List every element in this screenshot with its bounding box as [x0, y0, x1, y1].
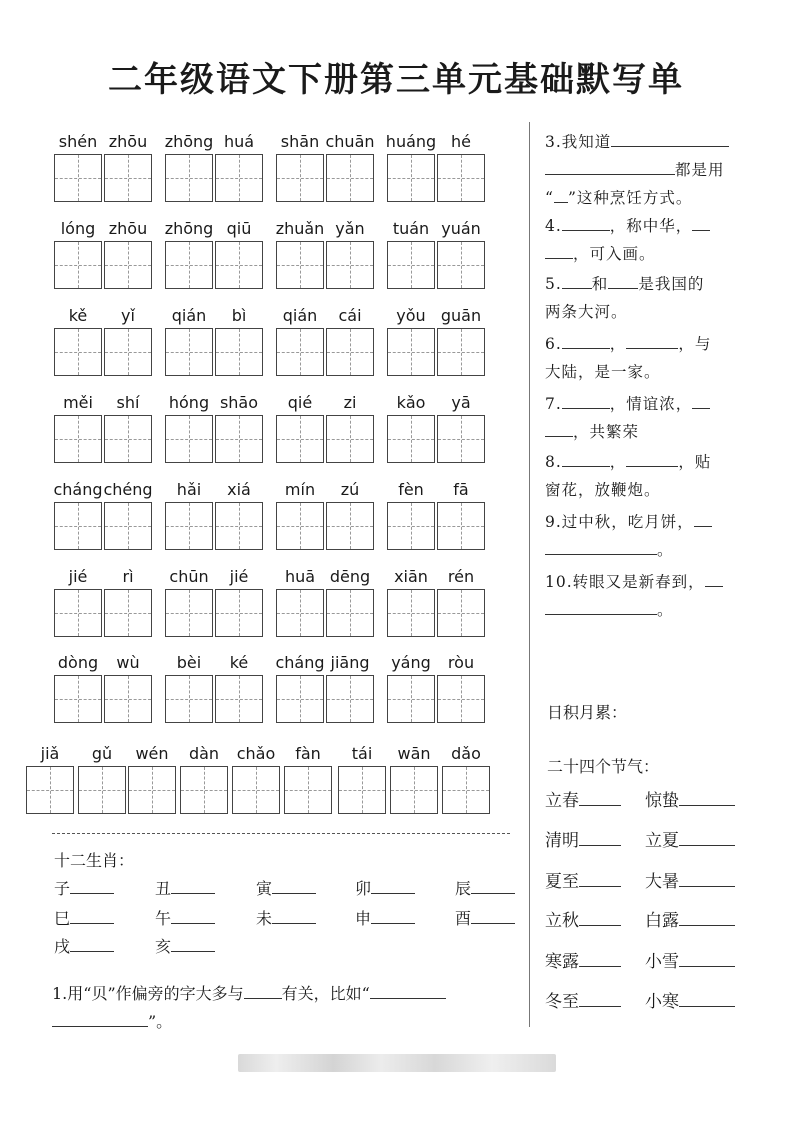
pinyin-label: jié — [68, 567, 88, 586]
pinyin-label: huā — [284, 567, 316, 586]
pinyin-label: guān — [440, 306, 482, 325]
answer-blank[interactable] — [562, 450, 610, 467]
pinyin-label: wén — [135, 744, 169, 763]
writing-box[interactable] — [165, 154, 213, 202]
writing-box[interactable] — [104, 328, 152, 376]
pinyin-label: chéng — [103, 480, 153, 499]
writing-box[interactable] — [326, 589, 374, 637]
answer-blank[interactable] — [370, 982, 446, 999]
answer-blank[interactable] — [371, 909, 415, 924]
answer-blank[interactable] — [171, 909, 215, 924]
pinyin-label: zhuǎn — [275, 219, 325, 238]
pinyin-label: tuán — [392, 219, 430, 238]
pinyin-label: shén — [58, 132, 98, 151]
solar-term-item — [545, 987, 621, 1012]
zodiac-animal: 申 — [355, 909, 372, 928]
solar-term: 大暑 — [645, 872, 679, 892]
answer-blank[interactable] — [471, 909, 515, 924]
answer-blank[interactable] — [244, 982, 282, 999]
answer-blank[interactable] — [626, 332, 678, 349]
writing-box[interactable] — [326, 415, 374, 463]
zodiac-animal: 巳 — [54, 909, 71, 928]
writing-box[interactable] — [215, 589, 263, 637]
solar-term: 寒露 — [545, 952, 579, 972]
writing-box[interactable] — [180, 766, 228, 814]
zodiac-title: 十二生肖： — [54, 851, 135, 870]
pinyin-label: zhōng — [164, 132, 214, 151]
answer-blank[interactable] — [70, 879, 114, 894]
writing-box[interactable] — [338, 766, 386, 814]
zodiac-item — [155, 876, 215, 899]
solar-term: 惊蛰 — [645, 791, 679, 811]
writing-box[interactable] — [437, 328, 485, 376]
pinyin-label: hǎi — [176, 480, 202, 499]
writing-box[interactable] — [104, 502, 152, 550]
pinyin-label: yuán — [441, 219, 481, 238]
writing-box[interactable] — [437, 154, 485, 202]
pinyin-label: qié — [287, 393, 313, 412]
answer-blank[interactable] — [545, 420, 573, 437]
writing-box[interactable] — [326, 328, 374, 376]
pinyin-label: zú — [340, 480, 360, 499]
writing-box[interactable] — [54, 328, 102, 376]
question-5: 5. 和 是我国的 两条大河。 — [545, 270, 745, 326]
pinyin-label: hé — [451, 132, 471, 151]
answer-blank[interactable] — [626, 450, 678, 467]
writing-box[interactable] — [326, 502, 374, 550]
answer-blank[interactable] — [171, 879, 215, 894]
writing-box[interactable] — [54, 241, 102, 289]
writing-box[interactable] — [276, 589, 324, 637]
pinyin-label: dēng — [329, 567, 371, 586]
writing-box[interactable] — [104, 241, 152, 289]
answer-blank[interactable] — [705, 570, 723, 587]
zodiac-animal: 辰 — [455, 879, 472, 898]
answer-blank[interactable] — [579, 871, 621, 887]
solar-term-item — [545, 867, 621, 892]
pinyin-label: qiū — [226, 219, 252, 238]
pinyin-label: kě — [68, 306, 88, 325]
writing-box[interactable] — [326, 241, 374, 289]
answer-blank[interactable] — [579, 991, 621, 1007]
zodiac-item — [355, 876, 415, 899]
answer-blank[interactable] — [545, 242, 573, 259]
answer-blank[interactable] — [679, 790, 735, 806]
solar-term: 冬至 — [545, 992, 579, 1012]
writing-box[interactable] — [165, 241, 213, 289]
answer-blank[interactable] — [579, 951, 621, 967]
answer-blank[interactable] — [579, 910, 621, 926]
writing-box[interactable] — [54, 675, 102, 723]
writing-box[interactable] — [54, 415, 102, 463]
solar-term-item — [645, 947, 735, 972]
solar-term: 小雪 — [645, 952, 679, 972]
writing-box[interactable] — [54, 589, 102, 637]
writing-box[interactable] — [104, 154, 152, 202]
solar-term: 立秋 — [545, 911, 579, 931]
writing-box[interactable] — [387, 241, 435, 289]
writing-box[interactable] — [128, 766, 176, 814]
solar-term-item — [645, 867, 735, 892]
answer-blank[interactable] — [692, 392, 710, 409]
pinyin-label: mín — [284, 480, 316, 499]
answer-blank[interactable] — [694, 510, 712, 527]
writing-box[interactable] — [437, 502, 485, 550]
pinyin-label: fèn — [398, 480, 424, 499]
solar-term-item — [645, 786, 735, 811]
question-7: 7. ，情谊浓， ，共繁荣 — [545, 390, 745, 446]
writing-box[interactable] — [215, 328, 263, 376]
zodiac-animal: 丑 — [155, 879, 172, 898]
pinyin-label: xiá — [227, 480, 251, 499]
pinyin-label: hóng — [168, 393, 210, 412]
zodiac-animal: 亥 — [155, 937, 172, 956]
pinyin-label: yǐ — [121, 306, 135, 325]
pinyin-label: ké — [229, 653, 249, 672]
writing-box[interactable] — [26, 766, 74, 814]
answer-blank[interactable] — [545, 538, 657, 555]
writing-box[interactable] — [104, 589, 152, 637]
pinyin-label: rì — [122, 567, 134, 586]
answer-blank[interactable] — [579, 790, 621, 806]
zodiac-item — [155, 934, 215, 957]
answer-blank[interactable] — [70, 937, 114, 952]
writing-box[interactable] — [390, 766, 438, 814]
pinyin-label: yǎn — [335, 219, 365, 238]
pinyin-label: wù — [116, 653, 140, 672]
answer-blank[interactable] — [679, 830, 735, 846]
solar-term-item — [545, 786, 621, 811]
solar-term: 小寒 — [645, 992, 679, 1012]
pinyin-label: qián — [171, 306, 207, 325]
writing-box[interactable] — [387, 675, 435, 723]
pinyin-label: rén — [447, 567, 475, 586]
zodiac-animal: 酉 — [455, 909, 472, 928]
pinyin-label: zhōu — [108, 132, 148, 151]
column-divider — [529, 122, 530, 1027]
writing-box[interactable] — [232, 766, 280, 814]
writing-box[interactable] — [104, 415, 152, 463]
pinyin-label: jiāng — [330, 653, 370, 672]
zodiac-item — [155, 906, 215, 929]
pinyin-label: qián — [282, 306, 318, 325]
answer-blank[interactable] — [679, 871, 735, 887]
zodiac-animal: 子 — [54, 879, 71, 898]
writing-box[interactable] — [387, 502, 435, 550]
answer-blank[interactable] — [608, 272, 638, 289]
pinyin-label: tái — [351, 744, 373, 763]
pinyin-label: bì — [231, 306, 247, 325]
answer-blank[interactable] — [70, 909, 114, 924]
pinyin-label: chǎo — [236, 744, 276, 763]
writing-box[interactable] — [276, 675, 324, 723]
question-4: 4. ，称中华， ，可入画。 — [545, 212, 745, 268]
zodiac-item — [256, 906, 316, 929]
zodiac-item — [355, 906, 415, 929]
writing-box[interactable] — [276, 328, 324, 376]
writing-box[interactable] — [326, 154, 374, 202]
solar-terms-subtitle: 二十四个节气： — [547, 757, 660, 776]
question-6: 6. ， ，与 大陆，是一家。 — [545, 330, 745, 386]
pinyin-label: chūn — [169, 567, 209, 586]
zodiac-item — [455, 906, 515, 929]
writing-box[interactable] — [54, 154, 102, 202]
answer-blank[interactable] — [611, 130, 729, 147]
answer-blank[interactable] — [562, 392, 610, 409]
question-9: 9.过中秋，吃月饼， 。 — [545, 508, 745, 564]
zodiac-item — [54, 906, 114, 929]
writing-box[interactable] — [215, 241, 263, 289]
writing-box[interactable] — [78, 766, 126, 814]
writing-box[interactable] — [437, 675, 485, 723]
zodiac-animal: 寅 — [256, 879, 273, 898]
writing-box[interactable] — [165, 589, 213, 637]
writing-box[interactable] — [437, 415, 485, 463]
solar-term-item — [645, 987, 735, 1012]
pinyin-label: yā — [451, 393, 471, 412]
answer-blank[interactable] — [554, 186, 568, 203]
writing-box[interactable] — [276, 154, 324, 202]
answer-blank[interactable] — [679, 951, 735, 967]
zodiac-animal: 戌 — [54, 937, 71, 956]
writing-box[interactable] — [387, 154, 435, 202]
answer-blank[interactable] — [679, 910, 735, 926]
question-8: 8. ， ，贴 窗花，放鞭炮。 — [545, 448, 745, 504]
solar-term-item — [645, 826, 735, 851]
pinyin-label: shí — [116, 393, 140, 412]
pinyin-label: dǎo — [451, 744, 481, 763]
pinyin-label: ròu — [447, 653, 475, 672]
answer-blank[interactable] — [272, 879, 316, 894]
writing-box[interactable] — [104, 675, 152, 723]
writing-box[interactable] — [284, 766, 332, 814]
writing-box[interactable] — [387, 328, 435, 376]
writing-box[interactable] — [276, 502, 324, 550]
pinyin-label: jiǎ — [40, 744, 60, 763]
pinyin-label: jié — [229, 567, 249, 586]
writing-box[interactable] — [437, 589, 485, 637]
solar-term: 夏至 — [545, 872, 579, 892]
answer-blank[interactable] — [692, 214, 710, 231]
answer-blank[interactable] — [545, 598, 657, 615]
pinyin-label: zhōu — [108, 219, 148, 238]
pinyin-label: shāo — [219, 393, 259, 412]
writing-box[interactable] — [387, 415, 435, 463]
answer-blank[interactable] — [545, 158, 675, 175]
pinyin-label: xiān — [394, 567, 428, 586]
pinyin-label: cháng — [275, 653, 325, 672]
question-1: 1.用“贝”作偏旁的字大多与 有关，比如“ ”。 — [52, 980, 522, 1036]
pinyin-label: bèi — [176, 653, 202, 672]
zodiac-animal: 午 — [155, 909, 172, 928]
pinyin-label: huá — [223, 132, 255, 151]
zodiac-animal: 卯 — [355, 879, 372, 898]
question-10: 10.转眼又是新春到， 。 — [545, 568, 745, 624]
zodiac-item — [54, 934, 114, 957]
solar-term: 立夏 — [645, 831, 679, 851]
pinyin-label: měi — [63, 393, 93, 412]
pinyin-label: fā — [453, 480, 469, 499]
writing-box[interactable] — [165, 328, 213, 376]
solar-term: 立春 — [545, 791, 579, 811]
pinyin-label: wān — [397, 744, 431, 763]
answer-blank[interactable] — [471, 879, 515, 894]
worksheet-title: 二年级语文下册第三单元基础默写单 — [108, 60, 684, 100]
writing-box[interactable] — [437, 241, 485, 289]
writing-box[interactable] — [326, 675, 374, 723]
pinyin-label: gǔ — [91, 744, 113, 763]
writing-box[interactable] — [387, 589, 435, 637]
writing-box[interactable] — [276, 241, 324, 289]
pinyin-label: zhōng — [164, 219, 214, 238]
answer-blank[interactable] — [562, 214, 610, 231]
writing-box[interactable] — [165, 675, 213, 723]
answer-blank[interactable] — [562, 332, 610, 349]
writing-box[interactable] — [165, 415, 213, 463]
question-3: 3.我知道 都是用 “ ”这种烹饪方式。 — [545, 128, 745, 212]
writing-box[interactable] — [215, 154, 263, 202]
writing-box[interactable] — [54, 502, 102, 550]
pinyin-label: fàn — [295, 744, 321, 763]
zodiac-item — [256, 876, 316, 899]
zodiac-item — [54, 876, 114, 899]
writing-box[interactable] — [442, 766, 490, 814]
accumulation-title: 日积月累： — [547, 703, 628, 722]
solar-term-item — [545, 826, 621, 851]
pinyin-label: zi — [343, 393, 357, 412]
writing-box[interactable] — [215, 415, 263, 463]
writing-box[interactable] — [276, 415, 324, 463]
pinyin-label: shān — [280, 132, 320, 151]
zodiac-item — [455, 876, 515, 899]
pinyin-label: chuān — [325, 132, 375, 151]
pinyin-label: kǎo — [396, 393, 426, 412]
writing-box[interactable] — [215, 502, 263, 550]
pinyin-label: cái — [338, 306, 362, 325]
zodiac-animal: 未 — [256, 909, 273, 928]
pinyin-label: cháng — [53, 480, 103, 499]
solar-term-item — [645, 906, 735, 931]
pinyin-label: lóng — [60, 219, 96, 238]
section-divider — [52, 833, 510, 834]
writing-box[interactable] — [215, 675, 263, 723]
writing-box[interactable] — [165, 502, 213, 550]
blurred-footer — [238, 1054, 556, 1072]
pinyin-label: yǒu — [396, 306, 426, 325]
pinyin-label: huáng — [385, 132, 437, 151]
pinyin-label: dàn — [188, 744, 220, 763]
answer-blank[interactable] — [371, 879, 415, 894]
answer-blank[interactable] — [562, 272, 592, 289]
pinyin-label: yáng — [391, 653, 431, 672]
solar-term-item — [545, 906, 621, 931]
solar-term-item — [545, 947, 621, 972]
pinyin-label: dòng — [57, 653, 99, 672]
answer-blank[interactable] — [679, 991, 735, 1007]
answer-blank[interactable] — [171, 937, 215, 952]
answer-blank[interactable] — [272, 909, 316, 924]
solar-term: 清明 — [545, 831, 579, 851]
answer-blank[interactable] — [52, 1010, 148, 1027]
answer-blank[interactable] — [579, 830, 621, 846]
solar-term: 白露 — [645, 911, 679, 931]
